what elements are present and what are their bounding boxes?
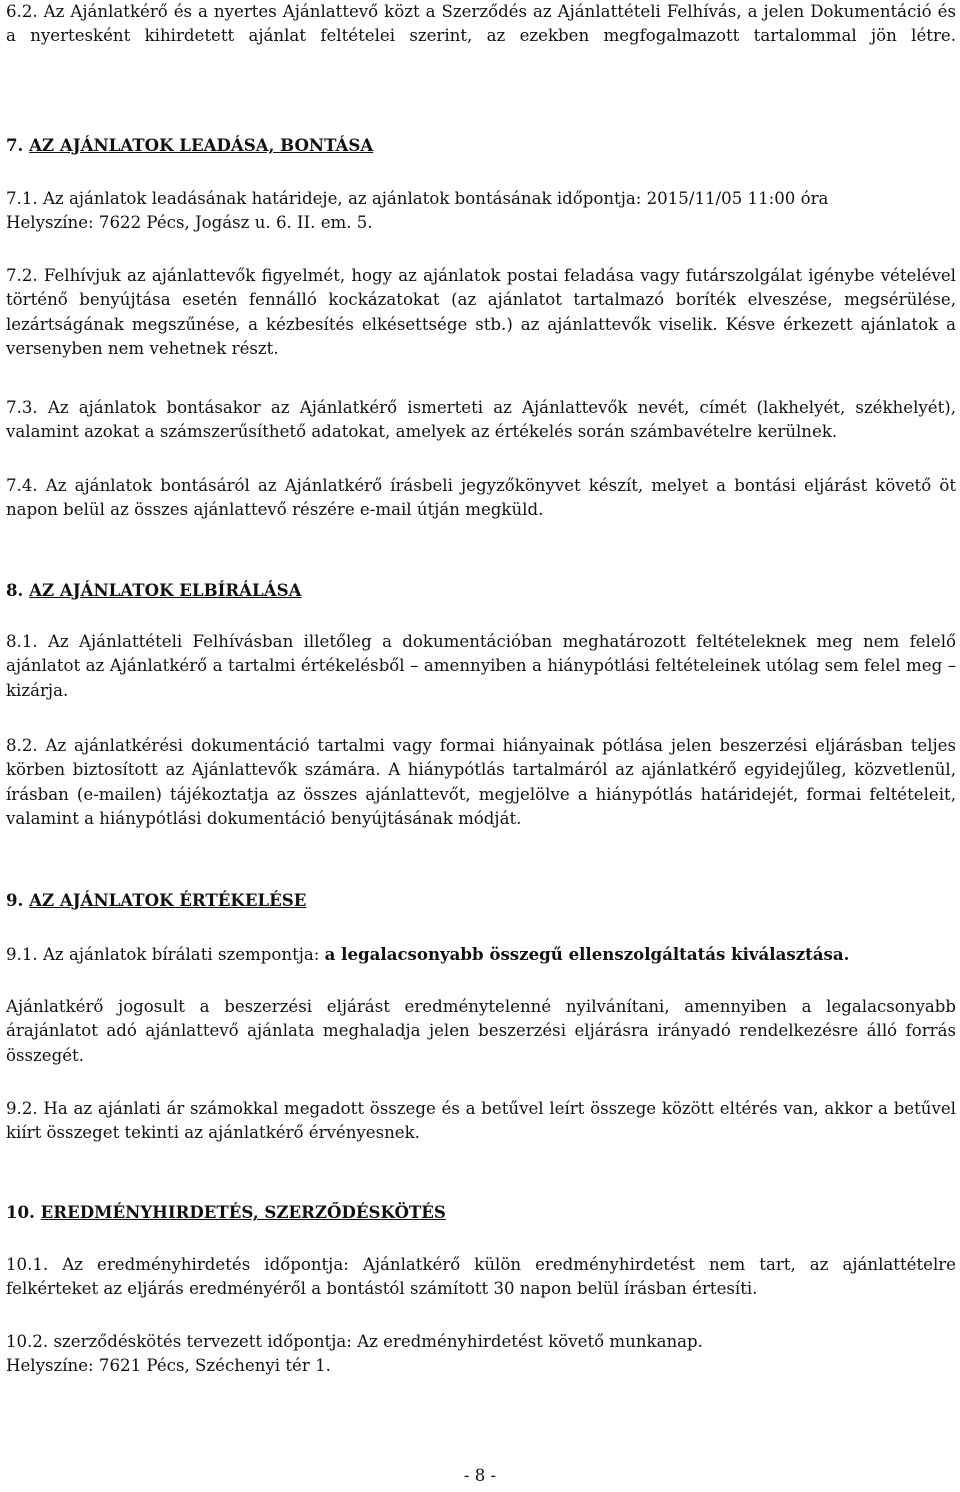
paragraph-8-2: 8.2. Az ajánlatkérési dokumentáció tartalmi vagy formai hiányainak pótlása jelen beszerzési eljárásban teljes körben biztosított az Ajánlattevők számára. A hiánypótlás tartalmáról az ajánlatkérő egyidejűleg, közvetlenül, írásban (e-mailen) tájékoztatja az összes ajánlattevőt, megjelölve a hiánypótlás határidejét, formai feltételeit, valamint a hiánypótlási dokumentáció benyújtásának módját. [6,736,956,829]
paragraph-7-3: 7.3. Az ajánlatok bontásakor az Ajánlatkérő ismerteti az Ajánlattevők nevét, címét (lakhelyét, székhelyét), valamint azokat a számszerűsíthető adatokat, amelyek az értékelés során számbavételre kerülnek. [6,398,956,442]
heading-9 [6,888,956,912]
paragraph-10-2-line-1: 10.2. szerződéskötés tervezett időpontja: Az eredményhirdetést követő munkanap. [6,1332,703,1351]
section-8-2 [6,734,956,832]
heading-10-title: EREDMÉNYHIRDETÉS, SZERZŐDÉSKÖTÉS [40,1202,446,1222]
paragraph-6-2: 6.2. Az Ajánlatkérő és a nyertes Ajánlattevő közt a Szerződés az Ajánlattételi Felhívás, a jelen Dokumentáció és a nyertesként kihirdetett ajánlat feltételei szerint, az ezekben megfogalmazott tartalommal jön létre. [6,2,956,46]
heading-8 [6,578,956,602]
section-7-2 [6,264,956,362]
heading-9-number: 9. [6,890,24,910]
section-9-1 [6,942,956,967]
page-number: - 8 - [463,1466,497,1485]
paragraph-7-2: 7.2. Felhívjuk az ajánlattevők figyelmét, hogy az ajánlatok postai feladása vagy futárszolgálat igénybe vételével történő benyújtása esetén fennálló kockázatokat (az ajánlatot tartalmazó boríték elveszése, megsérülése, lezártságának megszűnése, a kézbesítés elkésettsége stb.) az ajánlattevők viselik. Késve érkezett ajánlatok a versenyben nem vehetnek részt. [6,266,956,359]
heading-8-title: AZ AJÁNLATOK ELBÍRÁLÁSA [29,580,302,600]
paragraph-10-2-line-2: Helyszíne: 7621 Pécs, Széchenyi tér 1. [6,1356,331,1376]
paragraph-8-1: 8.1. Az Ajánlattételi Felhívásban illetőleg a dokumentációban meghatározott feltételeknek meg nem felelő ajánlatot az Ajánlatkérő a tartalmi értékelésből – amennyiben a hiánypótlási feltételeinek utólag sem felel meg – kizárja. [6,632,956,700]
heading-7-number: 7. [6,135,24,155]
heading-7 [6,133,956,157]
section-7-1 [6,187,956,236]
section-10-1 [6,1253,956,1302]
section-7-4 [6,474,956,523]
section-7-3 [6,396,956,445]
paragraph-7-1-line-1: 7.1. Az ajánlatok leadásának határideje, az ajánlatok bontásának időpontja: 2015/11/05 11:00 óra [6,189,829,208]
section-9-1-para [6,995,956,1068]
heading-7-title: AZ AJÁNLATOK LEADÁSA, BONTÁSA [29,135,374,155]
paragraph-7-1-line-2: Helyszíne: 7622 Pécs, Jogász u. 6. II. em. 5. [6,213,373,233]
section-6-2 [6,0,956,49]
section-8-1 [6,630,956,703]
section-9-2 [6,1097,956,1146]
paragraph-7-4: 7.4. Az ajánlatok bontásáról az Ajánlatkérő írásbeli jegyzőkönyvet készít, melyet a bontási eljárást követő öt napon belül az összes ajánlattevő részére e-mail útján megküld. [6,476,956,520]
paragraph-9-2: 9.2. Ha az ajánlati ár számokkal megadott összege és a betűvel leírt összege között eltérés van, akkor a betűvel kiírt összeget tekinti az ajánlatkérő érvényesnek. [6,1099,956,1143]
criterion-bold: a legalacsonyabb összegű ellenszolgáltatás kiválasztása. [324,944,850,964]
criterion-prefix: 9.1. Az ajánlatok bírálati szempontja: [6,945,325,964]
paragraph-9-1-detail: Ajánlatkérő jogosult a beszerzési eljárást eredménytelenné nyilvánítani, amennyiben a legalacsonyabb árajánlatot adó ajánlattevő ajánlata meghaladja jelen beszerzési eljárásra irányadó rendelkezésre álló forrás összegét. [6,997,956,1065]
heading-10 [6,1200,956,1224]
heading-10-number: 10. [6,1202,35,1222]
section-10-2 [6,1330,956,1379]
heading-9-title: AZ AJÁNLATOK ÉRTÉKELÉSE [29,890,307,910]
paragraph-10-1: 10.1. Az eredményhirdetés időpontja: Ajánlatkérő külön eredményhirdetést nem tart, az ajánlattételre felkérteket az eljárás eredményéről a bontástól számított 30 napon belül írásban értesíti. [6,1255,956,1299]
heading-8-number: 8. [6,580,24,600]
